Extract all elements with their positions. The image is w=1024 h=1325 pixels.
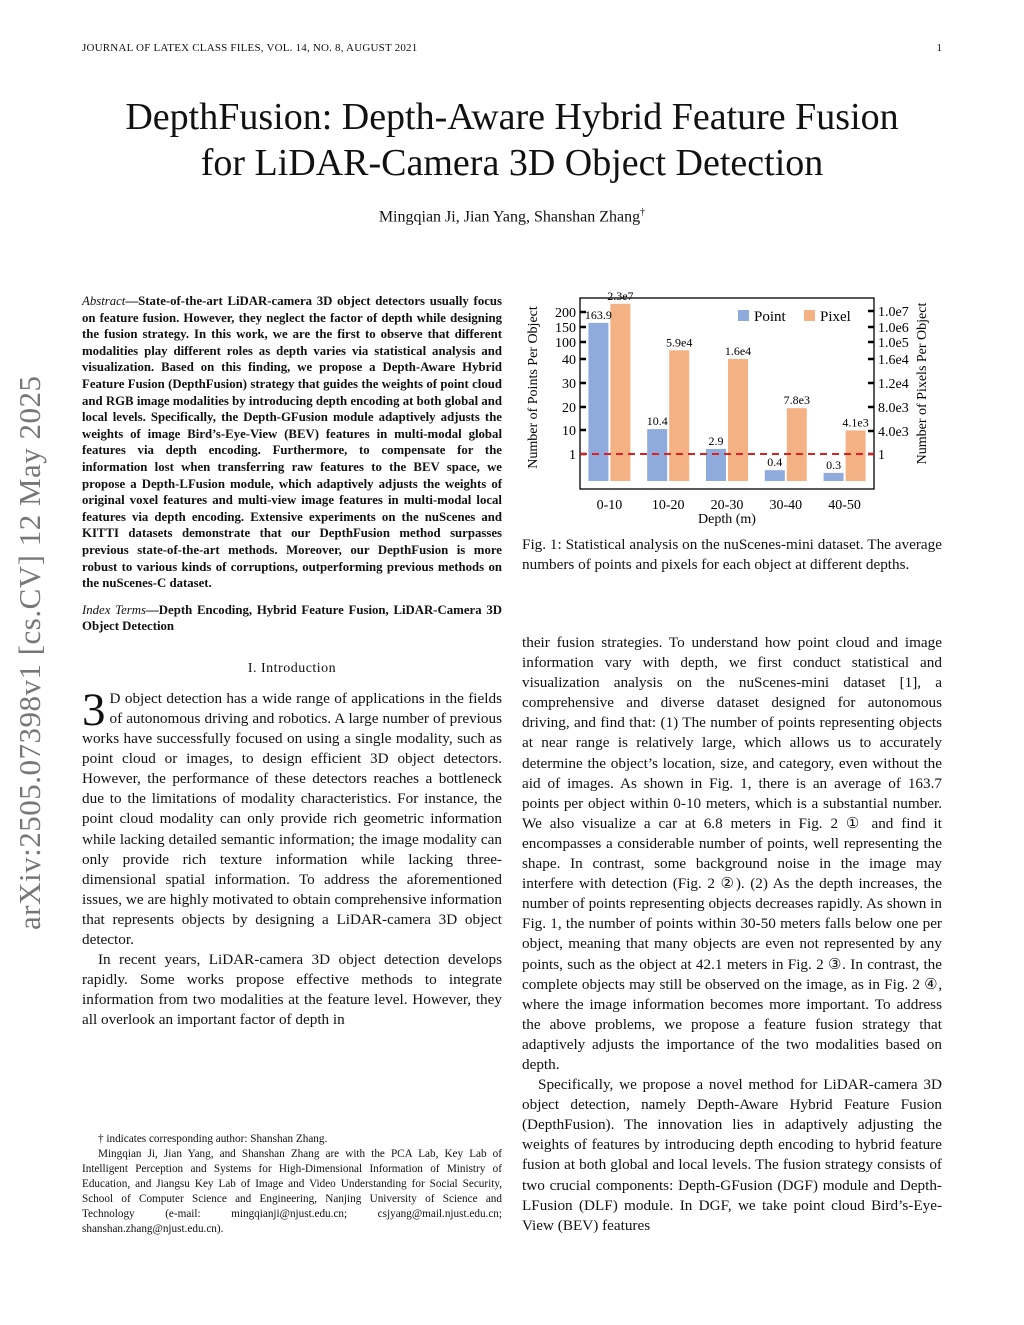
right-tick-label: 1.0e6 [878, 321, 909, 336]
page-number: 1 [936, 42, 942, 54]
left-tick-label: 1 [569, 448, 576, 463]
point-bar [588, 323, 608, 481]
index-terms-text: —Depth Encoding, Hybrid Feature Fusion, LiDAR-Camera 3D Object Detection [82, 602, 502, 634]
legend-point-label: Point [754, 309, 786, 325]
y2-axis-label: Number of Pixels Per Object [915, 302, 930, 465]
x-axis-label: Depth (m) [698, 512, 756, 527]
journal-header: JOURNAL OF LATEX CLASS FILES, VOL. 14, NO. 8, AUGUST 2021 [82, 42, 418, 54]
left-tick-label: 20 [562, 401, 576, 416]
point-value-label: 2.9 [708, 433, 724, 448]
depth-statistics-chart [522, 290, 942, 530]
left-tick-label: 200 [555, 306, 576, 321]
title-line-2: for LiDAR-Camera 3D Object Detection [200, 142, 824, 184]
figure-1 [522, 290, 942, 535]
point-bar [765, 470, 785, 481]
intro-paragraph-1 [82, 683, 502, 950]
figure-caption: Fig. 1: Statistical analysis on the nuScenes-mini dataset. The average numbers of points and pixels for each object at different depths. [522, 536, 942, 574]
left-tick-label: 40 [562, 353, 576, 368]
abstract-label: Abstract [82, 294, 126, 308]
left-tick-label: 100 [555, 336, 576, 351]
right-tick-label: 4.0e3 [878, 425, 909, 440]
left-tick-label: 10 [562, 424, 576, 439]
pixel-value-label: 5.9e4 [666, 335, 693, 350]
pixel-bar [846, 430, 866, 481]
right-tick-label: 1.2e4 [878, 377, 909, 392]
abstract [82, 293, 502, 592]
abstract-text: —State-of-the-art LiDAR-camera 3D object detectors usually focus on feature fusion. However, they neglect the factor of depth while designing the fusion strategy. In this work, we are the first to observe that different modalities play different roles as depth varies via statistical analysis and visualization. Based on this finding, we propose a Depth-Aware Hybrid Feature Fusion (DepthFusion) strategy that guides the weights of point cloud and RGB image modalities by introducing depth encoding at both global and local levels. Specifically, the Depth-GFusion module adaptively adjusts the weights of image Bird’s-Eye-View (BEV) features in multi-modal global features via depth encoding. Furthermore, to compensate for the information lost when transferring raw features to the BEV space, we propose a Depth-LFusion module, which adaptively adjusts the weights of original voxel features and multi-view image features in multi-modal local features via depth encoding. Extensive experiments on the nuScenes and KITTI datasets demonstrate that our DepthFusion method surpasses previous state-of-the-art methods. Moreover, our DepthFusion is more robust to various kinds of corruptions, outperforming previous methods on the nuScenes-C dataset. [82, 294, 502, 591]
section-heading: I. Introduction [247, 660, 337, 676]
right-column-text [522, 633, 942, 1236]
right-tick-label: 1.0e7 [878, 305, 909, 320]
x-tick-label: 20-30 [710, 498, 744, 513]
footnotes [82, 1132, 502, 1237]
pixel-bar [728, 359, 748, 481]
author-names: Mingqian Ji, Jian Yang, Shanshan Zhang [378, 208, 641, 226]
point-bar [647, 429, 667, 481]
author-list [0, 207, 1024, 226]
pixel-bar [669, 350, 689, 481]
x-tick-label: 40-50 [828, 498, 861, 513]
intro-paragraph-2: In recent years, LiDAR-camera 3D object detection develops rapidly. Some works propose effective methods to integrate information from two modalities at the feature level. However, they all overlook an important factor of depth in [82, 951, 502, 1029]
title-line-1: DepthFusion: Depth-Aware Hybrid Feature Fusion [125, 96, 899, 138]
point-bar [824, 473, 844, 481]
right-paragraph-2: Specifically, we propose a novel method for LiDAR-camera 3D object detection, namely Depth-Aware Hybrid Feature Fusion (DepthFusion). The innovation lies in adaptively adjusting the weights of features by introducing depth encoding to hybrid feature fusion at both global and local levels. The fusion strategy consists of two crucial components: Depth-GFusion (DGF) module and Depth-LFusion (DLF) module. In DGF, we take point cloud Bird’s-Eye-View (BEV) features [522, 1076, 942, 1234]
arxiv-watermark: arXiv:2505.07398v1 [cs.CV] 12 May 2025 [12, 375, 47, 930]
left-tick-label: 150 [555, 321, 576, 336]
right-paragraph-1: their fusion strategies. To understand how point cloud and image information vary with depth, we first conduct statistical and visualization analysis on the nuScenes-mini dataset [1], a comprehensive and diverse dataset designed for autonomous driving, and find that: (1) The number of points representing objects at near range is relatively large, which allows us to accurately determine the object’s location, size, and category, even without the aid of images. As shown in Fig. 1, there is an average of 163.7 points per object within 0-10 meters, which is a substantial number. We also visualize a car at 6.8 meters in Fig. 2 ① and find it encompasses a considerable number of points, well representing the shape. In contrast, some background noise in the image may interfere with detection (Fig. 2 ②). (2) As the depth increases, the number of points representing objects decreases rapidly. As shown in Fig. 1, the number of points within 30-50 meters falls below one per object, meaning that many objects are even not represented by any points, such as the object at 42.1 meters in Fig. 2 ③. In contrast, the complete objects may still be observed on the image, as in Fig. 2 ④, where the image information becomes more important. To address the above problems, we propose a feature fusion strategy that adaptively adjusts the importance of the two modalities based on depth. [522, 634, 942, 1073]
pixel-value-label: 1.6e4 [724, 344, 752, 358]
y-axis-label: Number of Points Per Object [526, 306, 541, 469]
paper-title [60, 94, 964, 186]
point-value-label: 163.9 [584, 307, 612, 322]
footnote-affiliation: Mingqian Ji, Jian Yang, and Shanshan Zhang are with the PCA Lab, Key Lab of Intelligent Perception and Systems for High-Dimensional Information of Ministry of Education, and Jiangsu Key Lab of Image and Video Understanding for Social Security, School of Computer Science and Engineering, Nanjing University of Science and Technology (e-mail: mingqianji@njust.edu.cn; csjyang@mail.njust.edu.cn; shanshan.zhang@njust.edu.cn). [82, 1148, 502, 1235]
drop-cap: 3 [82, 683, 106, 736]
right-tick-label: 1.0e5 [878, 336, 909, 351]
legend-point-swatch [738, 310, 749, 321]
pixel-value-label: 2.3e7 [607, 290, 634, 303]
right-tick-label: 1.6e4 [878, 353, 909, 368]
index-terms [82, 602, 502, 635]
x-tick-label: 30-40 [769, 498, 803, 513]
footnote-corresponding: † indicates corresponding author: Shanshan Zhang. [98, 1133, 328, 1145]
pixel-bar [787, 408, 807, 481]
intro-paragraph-1-text: D object detection has a wide range of applications in the fields of autonomous driving and robotics. A large number of previous works have successfully focused on using a single modality, such as point cloud or images, to design efficient 3D object detectors. However, the performance of these detectors reaches a bottleneck due to the limitations of modality characteristics. For instance, the point cloud modality can only provide rich geometric information while lacking detailed semantic information; the image modality can only provide rich texture information while lacking three-dimensional spatial information. To address the aforementioned issues, we are highly motivated to obtain comprehensive information that represents objects by designing a LiDAR-camera 3D object detector. [82, 689, 502, 948]
corresponding-mark: † [640, 207, 646, 218]
index-terms-label: Index Terms [82, 602, 146, 617]
x-tick-label: 10-20 [651, 498, 685, 513]
left-tick-label: 30 [562, 377, 576, 392]
right-tick-label: 1 [878, 448, 885, 463]
x-tick-label: 0-10 [596, 498, 623, 513]
legend-pixel-swatch [804, 310, 815, 321]
point-value-label: 10.4 [646, 414, 668, 429]
right-tick-label: 8.0e3 [878, 401, 909, 416]
point-value-label: 0.4 [767, 455, 783, 470]
pixel-value-label: 7.8e3 [783, 393, 810, 408]
pixel-value-label: 4.1e3 [842, 415, 869, 430]
legend-pixel-label: Pixel [820, 309, 851, 325]
left-column [82, 293, 502, 1030]
point-value-label: 0.3 [826, 457, 842, 472]
